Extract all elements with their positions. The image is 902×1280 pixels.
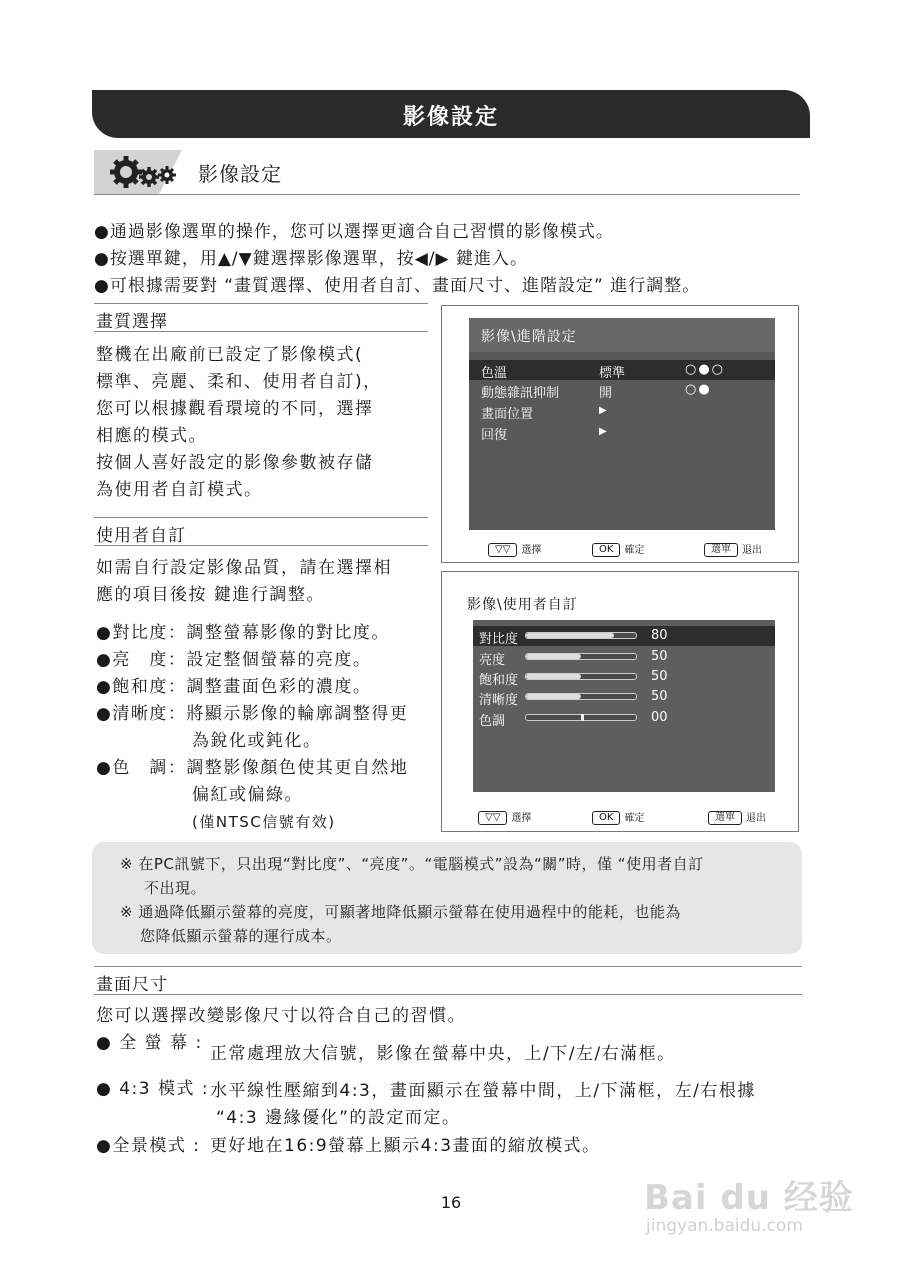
osd1-footer-ok: OK 確定: [592, 541, 644, 557]
section-title: 影像設定: [198, 162, 282, 186]
quality-text: 整機在出廠前已設定了影像模式( 標準、亮麗、柔和、使用者自訂)， 您可以根據觀看環境的不同，選擇 相應的模式。 按個人喜好設定的影像參數被存儲 為使用者自訂模式。: [96, 345, 382, 500]
user-text: 如需自行設定影像品質，請在選擇相 應的項目後按 鍵進行調整。: [96, 558, 392, 605]
user-items: ●對比度：調整螢幕影像的對比度。 ●亮 度：設定整個螢幕的亮度。 ●飽和度：調整畫面色彩的濃度。 ●清晰度：將顯示影像的輪廓調整得更 為銳化或鈍化。 ●色 調：調整影像顏色使其更自然地 偏紅或偏綠。 (僅NTSC信號有效): [96, 620, 408, 836]
osd2-row-brightness: 亮度 50: [479, 649, 668, 668]
top-banner: [92, 90, 810, 138]
aspect-heading: 畫面尺寸: [94, 966, 802, 995]
osd1-row-color-temp: 色溫 標準 ○●○: [469, 360, 775, 380]
intro-bullet-3: ●可根據需要對 “畫質選擇、使用者自訂、畫面尺寸、進階設定” 進行調整。: [94, 276, 701, 296]
section-header: [94, 150, 800, 195]
aspect-43-label: ● 4:3 模式 :: [96, 1079, 210, 1099]
item-contrast: ●對比度：調整螢幕影像的對比度。: [96, 623, 390, 643]
osd1-footer-exit: 選單 退出: [704, 541, 762, 557]
item-sharpness: ●清晰度：將顯示影像的輪廓調整得更: [96, 704, 409, 724]
note-1: ※ 在PC訊號下，只出現“對比度”、“亮度”。“電腦模式”設為“關”時，僅 “使用者自訂: [120, 855, 704, 873]
gears-icon: [108, 154, 178, 190]
aspect-full-label: ● 全 螢 幕 :: [96, 1033, 203, 1053]
aspect-43-text: 水平線性壓縮到4:3，畫面顯示在螢幕中間，上/下滿框，左/右根據: [210, 1081, 756, 1101]
item-brightness: ●亮 度：設定整個螢幕的亮度。: [96, 650, 372, 670]
osd2-row-sharpness: 清晰度 50: [479, 689, 668, 708]
aspect-pano-text: 更好地在16:9螢幕上顯示4:3畫面的縮放模式。: [210, 1136, 601, 1156]
intro-bullet-2: ●按選單鍵，用▲/▼鍵選擇影像選單，按◀/▶ 鍵進入。: [94, 249, 528, 269]
item-tint: ●色 調：調整影像顏色使其更自然地: [96, 758, 409, 778]
aspect-pano-label: ●全景模式 :: [96, 1136, 201, 1156]
osd2-row-tint: 色調 00: [479, 710, 668, 729]
osd2-title: 影像\使用者自訂: [467, 597, 578, 613]
osd2-row-saturation: 飽和度 50: [479, 669, 668, 688]
note-2: ※ 通過降低顯示螢幕的亮度，可顯著地降低顯示螢幕在使用過程中的能耗，也能為: [120, 903, 681, 921]
osd1-title: 影像\進階設定: [481, 329, 577, 345]
osd1-row-position: 畫面位置 ▶: [481, 405, 607, 422]
osd2-footer-exit: 選單 退出: [708, 809, 766, 825]
quality-heading: 畫質選擇: [94, 303, 428, 332]
intro-bullet-1: ●通過影像選單的操作，您可以選擇更適合自己習慣的影像模式。: [94, 222, 614, 242]
item-saturation: ●飽和度：調整畫面色彩的濃度。: [96, 677, 372, 697]
watermark-brand: Bai du 经验: [644, 1178, 854, 1218]
aspect-full-text: 正常處理放大信號，影像在螢幕中央，上/下/左/右滿框。: [210, 1044, 676, 1064]
notes-box: ※ 在PC訊號下，只出現“對比度”、“亮度”。“電腦模式”設為“關”時，僅 “使用者自訂 不出現。 ※ 通過降低顯示螢幕的亮度，可顯著地降低顯示螢幕在使用過程中的能耗，也能為 您降低顯示螢幕的運行成本。: [92, 842, 802, 954]
user-heading: 使用者自訂: [94, 517, 428, 546]
osd2-footer-select: ▽▽ 選擇: [478, 809, 531, 825]
aspect-intro: 您可以選擇改變影像尺寸以符合自己的習慣。: [96, 1006, 466, 1026]
osd-user-screenshot: [441, 571, 799, 832]
page-number: 16: [440, 1193, 462, 1212]
osd2-footer-ok: OK 確定: [592, 809, 644, 825]
osd-advanced-screenshot: [441, 305, 799, 563]
osd1-footer-select: ▽▽ 選擇: [488, 541, 541, 557]
watermark-url: jingyan.baidu.com: [646, 1216, 803, 1236]
osd1-row-reset: 回復 ▶: [481, 426, 607, 443]
banner-title: 影像設定: [402, 105, 499, 130]
osd1-row-dnr: 動態雜訊抑制 開 ○●: [481, 382, 712, 401]
osd2-row-contrast: 對比度 80: [473, 626, 775, 646]
